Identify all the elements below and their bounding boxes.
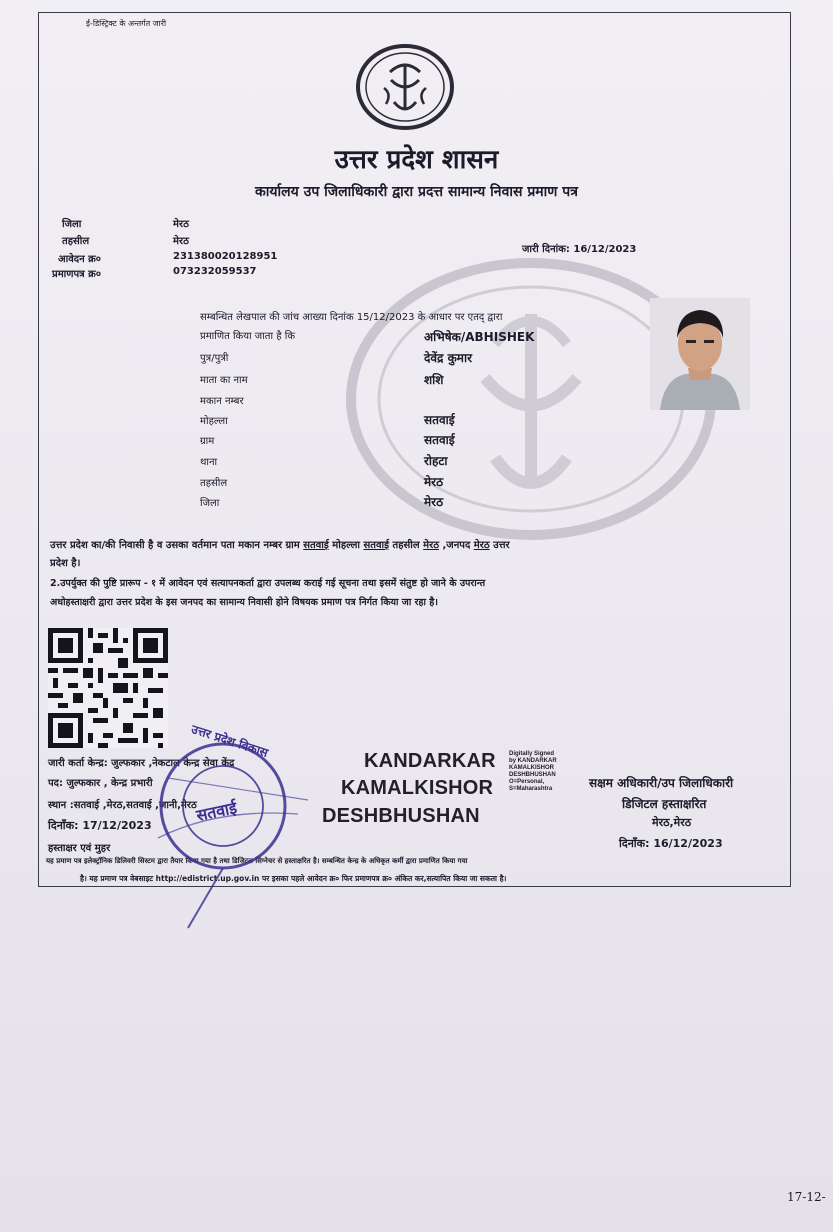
residence-paragraph-line2: प्रदेश है। bbox=[50, 558, 81, 569]
issuer-center: जारी कर्ता केन्द्र: जुल्फकार ,नेकटाल केन्द्र सेवा केंद्र bbox=[48, 758, 235, 769]
meta-label-application-no: आवेदन क्र० bbox=[58, 254, 102, 265]
photo-portrait bbox=[650, 298, 750, 410]
document-title: उत्तर प्रदेश शासन bbox=[334, 145, 499, 175]
para1-mohalla: सतवाई bbox=[363, 540, 390, 551]
field-label-mother: माता का नाम bbox=[200, 375, 248, 386]
para1-text-1: उत्तर प्रदेश का/की निवासी है व उसका वर्तमान पता मकान नम्बर ग्राम bbox=[50, 540, 304, 551]
issuer-seal-label: हस्ताक्षर एवं मुहर bbox=[48, 843, 111, 854]
confirmation-line2: अधोहस्ताक्षरी द्वारा उत्तर प्रदेश के इस जनपद का सामान्य निवासी होने विषयक प्रमाण पत्र निर्गत किया जा रहा है। bbox=[50, 597, 438, 608]
intro-line: सम्बन्धित लेखपाल की जांच आख्या दिनांक 15/12/2023 के आधार पर एतद् द्वारा bbox=[200, 312, 503, 323]
field-label-certified: प्रमाणित किया जाता है कि bbox=[200, 331, 296, 342]
meta-label-tehsil: तहसील bbox=[62, 236, 90, 247]
field-label-son-daughter: पुत्र/पुत्री bbox=[200, 353, 229, 364]
issue-date-value: 16/12/2023 bbox=[573, 244, 637, 255]
field-value-mohalla: सतवाई bbox=[424, 413, 455, 427]
applicant-photo bbox=[650, 298, 750, 410]
rubber-stamp-icon bbox=[128, 718, 308, 938]
confirmation-line1: 2.उपर्युक्त की पुष्टि प्रारूप - १ में आवेदन एवं सत्यापनकर्ता द्वारा उपलब्ध कराई गई सूचना तथा इसमें संतुष्ट हो जाने के उपरान्त bbox=[50, 578, 486, 589]
para1-text-3: तहसील bbox=[389, 540, 424, 551]
document-subtitle: कार्यालय उप जिलाधिकारी द्वारा प्रदत्त सामान्य निवास प्रमाण पत्र bbox=[255, 184, 578, 200]
authority-date-label: दिनाँक: bbox=[619, 837, 654, 850]
para1-tehsil: मेरठ bbox=[423, 540, 440, 551]
field-label-mohalla: मोहल्ला bbox=[200, 416, 228, 427]
meta-value-application-no: 231380020128951 bbox=[173, 251, 278, 262]
field-label-village: ग्राम bbox=[200, 436, 215, 447]
meta-value-tehsil: मेरठ bbox=[173, 236, 189, 247]
field-label-tehsil: तहसील bbox=[200, 478, 228, 489]
signature-detail-4: DESHBHUSHAN bbox=[509, 772, 556, 778]
authority-signed: डिजिटल हस्ताक्षरित bbox=[622, 797, 707, 811]
para1-text-4: ,जनपद bbox=[439, 540, 474, 551]
residence-paragraph bbox=[50, 537, 770, 551]
digital-signature-line3: DESHBHUSHAN bbox=[322, 805, 480, 827]
digital-signature-line2: KAMALKISHOR bbox=[341, 777, 494, 799]
issuer-date-label: दिनाँक: bbox=[48, 819, 83, 832]
field-value-tehsil: मेरठ bbox=[424, 475, 444, 489]
field-value-name: अभिषेक/ABHISHEK bbox=[424, 330, 535, 344]
issuer-place: स्थान :सतवाई ,मेरठ,सतवाई ,जानी,मेरठ bbox=[48, 800, 197, 811]
para1-village: सतवाई bbox=[303, 540, 329, 551]
field-label-police-station: थाना bbox=[200, 457, 218, 468]
field-value-father: देवेंद्र कुमार bbox=[424, 351, 473, 365]
top-note: ई-डिस्ट्रिक्ट के अन्तर्गत जारी bbox=[86, 19, 167, 28]
signature-detail-2: by KANDARKAR bbox=[509, 758, 557, 764]
meta-value-district: मेरठ bbox=[173, 219, 189, 230]
up-government-emblem-icon bbox=[356, 44, 454, 130]
signature-detail-1: Digitally Signed bbox=[509, 751, 555, 757]
footer-line1: यह प्रमाण पत्र इलेक्ट्रॉनिक डिलिवरी सिस्टम द्वारा तैयार किया गया है तथा डिजिटल सिग्नेचर से हस्ताक्षरित है। सम्बन्धित केन्द्र के अधिकृत कर्मी द्वारा प्रमाणित किया गया bbox=[46, 857, 468, 865]
signature-detail-5: O=Personal, bbox=[509, 779, 545, 785]
digital-signature-line1: KANDARKAR bbox=[364, 750, 496, 772]
issue-date-label: जारी दिनांक: bbox=[522, 244, 570, 255]
field-value-police-station: रोहटा bbox=[424, 454, 448, 468]
issuer-date-value: 17/12/2023 bbox=[82, 819, 152, 832]
para1-text-2: मोहल्ला bbox=[328, 540, 364, 551]
authority-title: सक्षम अधिकारी/उप जिलाधिकारी bbox=[589, 776, 734, 790]
digital-signature-details bbox=[509, 751, 557, 793]
meta-label-certificate-no: प्रमाणपत्र क्र० bbox=[52, 269, 102, 280]
meta-value-certificate-no: 073232059537 bbox=[173, 266, 257, 277]
para1-district: मेरठ bbox=[473, 540, 490, 551]
field-value-mother: शशि bbox=[424, 373, 444, 387]
field-value-village: सतवाई bbox=[424, 433, 455, 447]
signature-detail-3: KAMALKISHOR bbox=[509, 765, 554, 771]
field-label-district: जिला bbox=[200, 498, 220, 509]
stamp-text: उत्तर प्रदेश विकास bbox=[189, 722, 270, 760]
corner-date: 17-12- bbox=[787, 1190, 826, 1204]
authority-place: मेरठ,मेरठ bbox=[652, 816, 692, 829]
meta-label-district: जिला bbox=[62, 219, 82, 230]
stamp-center-text: सतवाई bbox=[194, 797, 239, 826]
footer-line2: है। यह प्रमाण पत्र वेबसाइट http://edistrict.up.gov.in पर इसका पहले आवेदन क्र० फिर प्रमाणपत्र क्र० अंकित कर,सत्यापित किया जा सकता है। bbox=[80, 874, 507, 883]
field-label-house-no: मकान नम्बर bbox=[200, 396, 244, 407]
issuer-post: पद: जुल्फकार , केन्द्र प्रभारी bbox=[48, 778, 153, 789]
para1-text-5: उत्तर bbox=[489, 540, 510, 551]
field-value-district: मेरठ bbox=[424, 495, 444, 509]
signature-detail-6: S=Maharashtra bbox=[509, 786, 553, 792]
authority-date-value: 16/12/2023 bbox=[653, 837, 723, 850]
